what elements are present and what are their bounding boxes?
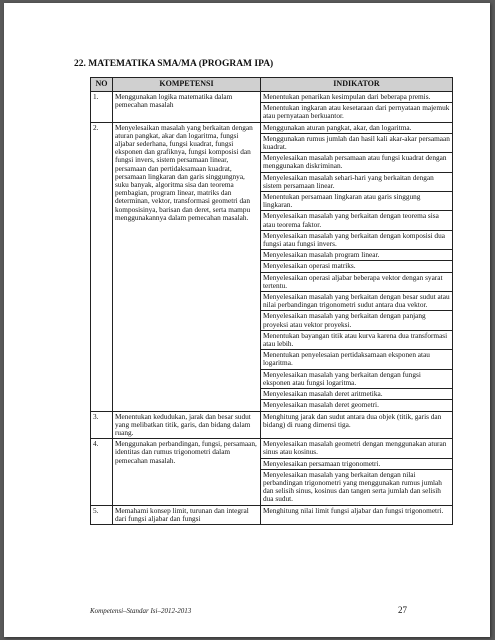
indikator-cell: Menyelesaikan masalah sehari-hari yang berkaitan dengan sistem persamaan linear.: [261, 172, 453, 191]
indikator-cell: Menentukan ingkaran atau kesetaraan dari pernyataan majemuk atau pernyataan berkuantor.: [261, 103, 453, 122]
indikator-cell: Menentukan penarikan kesimpulan dari beberapa premis.: [261, 92, 453, 103]
row-number: 1.: [91, 92, 113, 123]
table-row: [91, 505, 453, 524]
indikator-cell: Menggunakan aturan pangkat, akar, dan logaritma.: [261, 122, 453, 133]
row-number: 3.: [91, 411, 113, 439]
indikator-cell: Menyelesaikan masalah deret aritmetika.: [261, 389, 453, 400]
indikator-cell: Menentukan bayangan titik atau kurva karena dua transformasi atau lebih.: [261, 330, 453, 349]
row-number: 2.: [91, 122, 113, 411]
header-indikator: INDIKATOR: [261, 78, 453, 92]
table-row: [91, 92, 453, 103]
table-row: [91, 411, 453, 439]
indikator-cell: Menyelesaikan masalah yang berkaitan dengan panjang proyeksi atau vektor proyeksi.: [261, 311, 453, 330]
indikator-cell: Menyelesaikan masalah program linear.: [261, 250, 453, 261]
header-kompetensi: KOMPETENSI: [113, 78, 261, 92]
row-number: 5.: [91, 505, 113, 524]
indikator-cell: Menghitung nilai limit fungsi aljabar dan fungsi trigonometri.: [261, 505, 453, 524]
kompetensi-cell: Memahami konsep limit, turunan dan integral dari fungsi aljabar dan fungsi: [113, 505, 261, 524]
indikator-cell: Menyelesaikan masalah yang berkaitan dengan komposisi dua fungsi atau fungsi invers.: [261, 230, 453, 249]
table-body: [91, 92, 453, 525]
indikator-cell: Menyelesaikan persamaan trigonometri.: [261, 458, 453, 469]
indikator-cell: Menyelesaikan masalah deret geometri.: [261, 400, 453, 411]
indikator-cell: Menyelesaikan operasi aljabar beberapa vektor dengan syarat tertentu.: [261, 272, 453, 291]
header-no: NO: [91, 78, 113, 92]
indikator-cell: Menentukan penyelesaian pertidaksamaan eksponen atau logaritma.: [261, 350, 453, 369]
kompetensi-cell: Menggunakan perbandingan, fungsi, persamaan, identitas dan rumus trigonometri dalam pemecahan masalah.: [113, 439, 261, 505]
indikator-cell: Menyelesaikan operasi matriks.: [261, 261, 453, 272]
indikator-cell: Menghitung jarak dan sudut antara dua objek (titik, garis dan bidang) di ruang dimensi tiga.: [261, 411, 453, 439]
kompetensi-cell: Menyelesaikan masalah yang berkaitan dengan aturan pangkat, akar dan logaritma, fungsi aljabar sederhana, fungsi kuadrat, fungsi eksponen dan grafiknya, fungsi komposisi dan fungsi invers, sistem persamaan linear, persamaan dan pertidaksamaan kuadrat, persamaan lingkaran dan garis singgungnya, suku banyak, algoritma sisa dan teorema pembagian, program linear, matriks dan determinan, vektor, transformasi geometri dan komposisinya, barisan dan deret, serta mampu menggunakannya dalam pemecahan masalah.: [113, 122, 261, 411]
table-row: [91, 439, 453, 458]
table-header-row: [91, 78, 453, 92]
indikator-cell: Menyelesaikan masalah yang berkaitan dengan besar sudut atau nilai perbandingan trigonometri sudut antara dua vektor.: [261, 292, 453, 311]
indikator-cell: Menyelesaikan masalah yang berkaitan dengan teorema sisa atau teorema faktor.: [261, 211, 453, 230]
row-number: 4.: [91, 439, 113, 505]
footer-text: Kompetensi–Standar Isi–2012-2013: [90, 607, 192, 615]
indikator-cell: Menggunakan rumus jumlah dan hasil kali akar-akar persamaan kuadrat.: [261, 133, 453, 152]
kompetensi-cell: Menggunakan logika matematika dalam pemecahan masalah: [113, 92, 261, 123]
indikator-cell: Menyelesaikan masalah yang berkaitan dengan nilai perbandingan trigonometri yang menggunakan rumus jumlah dan selisih sinus, kosinus dan tangen serta jumlah dan selisih dua sudut.: [261, 469, 453, 505]
section-title: 22. MATEMATIKA SMA/MA (PROGRAM IPA): [74, 59, 274, 69]
indikator-cell: Menyelesaikan masalah yang berkaitan dengan fungsi eksponen atau fungsi logaritma.: [261, 369, 453, 388]
indikator-cell: Menyelesaikan masalah persamaan atau fungsi kuadrat dengan menggunakan diskriminan.: [261, 153, 453, 172]
kompetensi-cell: Menentukan kedudukan, jarak dan besar sudut yang melibatkan titik, garis, dan bidang dalam ruang.: [113, 411, 261, 439]
indikator-cell: Menyelesaikan masalah geometri dengan menggunakan aturan sinus atau kosinus.: [261, 439, 453, 458]
document-page: [4, 3, 490, 637]
competency-table: [90, 77, 453, 525]
page-number: 27: [398, 605, 407, 615]
table-row: [91, 122, 453, 133]
indikator-cell: Menentukan persamaan lingkaran atau garis singgung lingkaran.: [261, 192, 453, 211]
